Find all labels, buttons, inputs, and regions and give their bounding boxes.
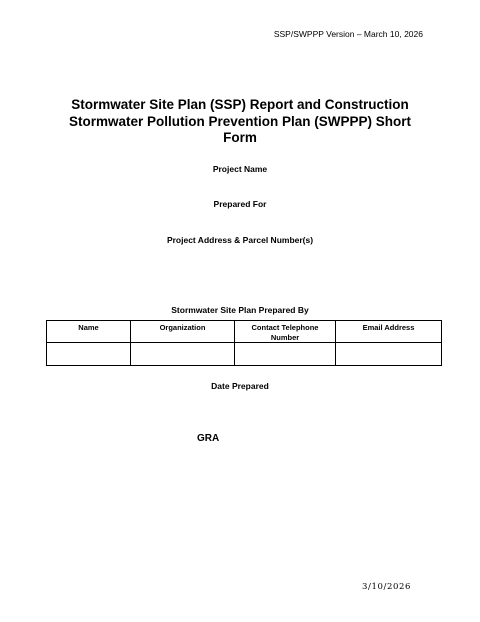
project-name-label: Project Name (212, 164, 268, 174)
column-header-email: Email Address (336, 321, 442, 343)
table-cell-name[interactable] (47, 343, 131, 366)
table-row (47, 343, 442, 366)
footer-date: 3/10/2026 (362, 582, 411, 592)
date-prepared-label: Date Prepared (211, 381, 269, 391)
table-cell-email[interactable] (336, 343, 442, 366)
prepared-for-label: Prepared For (213, 199, 267, 209)
prepared-by-table (46, 320, 442, 366)
table-cell-contact-telephone[interactable] (235, 343, 336, 366)
title-line-2: Stormwater Pollution Prevention Plan (SWPPP) Short (68, 113, 412, 129)
table-cell-organization[interactable] (131, 343, 235, 366)
prepared-by-label: Stormwater Site Plan Prepared By (171, 305, 309, 315)
project-address-label: Project Address & Parcel Number(s) (166, 235, 314, 245)
column-header-contact-telephone: Contact Telephone Number (235, 321, 336, 343)
version-header: SSP/SWPPP Version – March 10, 2026 (273, 29, 423, 39)
title-line-1: Stormwater Site Plan (SSP) Report and Construction (71, 97, 409, 112)
table-header-row (47, 321, 442, 343)
column-header-name: Name (47, 321, 131, 343)
column-header-organization: Organization (131, 321, 235, 343)
document-title (40, 97, 440, 147)
gra-label: GRA (197, 433, 220, 444)
title-line-3: Form (223, 130, 257, 145)
